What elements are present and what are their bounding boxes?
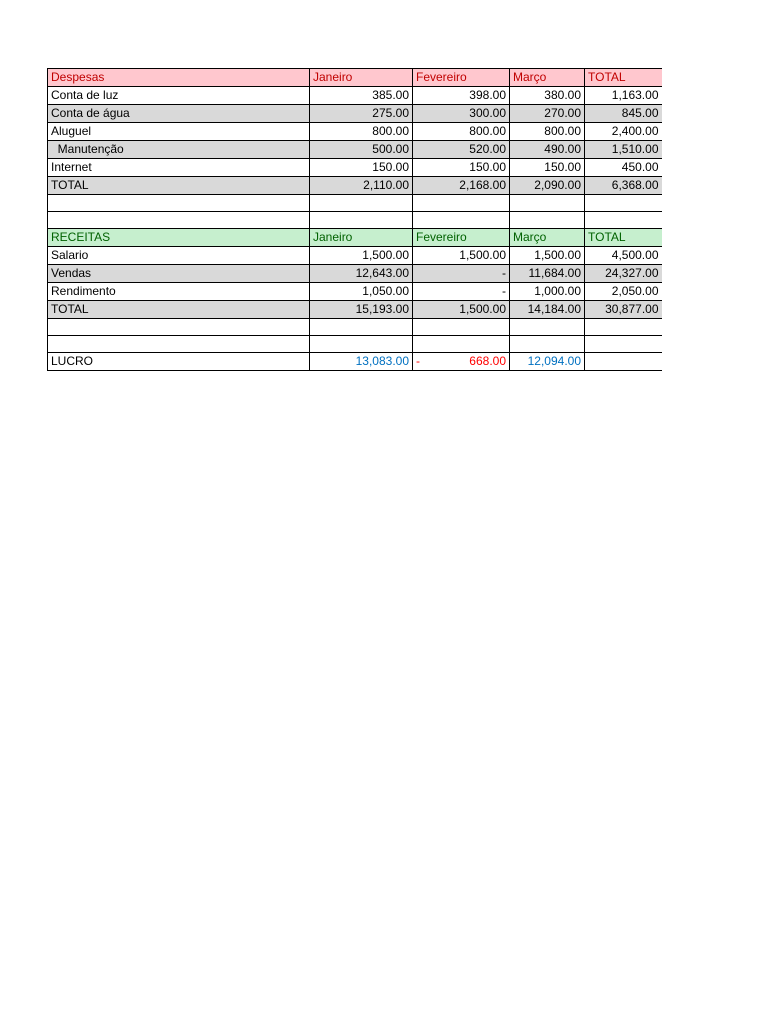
revenues-column-header[interactable]: Fevereiro <box>413 229 510 247</box>
empty-cell[interactable] <box>585 336 662 353</box>
total-value-cell[interactable]: 6,368.00 <box>585 177 662 195</box>
expenses-column-header[interactable]: Fevereiro <box>413 69 510 87</box>
empty-cell[interactable] <box>310 319 413 336</box>
empty-cell[interactable] <box>585 195 662 212</box>
profit-row <box>48 353 662 371</box>
expenses-row <box>48 141 662 159</box>
expenses-total-row <box>48 177 662 195</box>
value-cell[interactable]: 845.00 <box>585 105 662 123</box>
profit-label-cell[interactable]: LUCRO <box>48 353 310 371</box>
expenses-header-row <box>48 69 662 87</box>
empty-cell[interactable] <box>585 319 662 336</box>
value-cell[interactable]: 380.00 <box>510 87 585 105</box>
spacer-row <box>48 336 662 353</box>
row-label-cell[interactable]: Conta de luz <box>48 87 310 105</box>
value-cell[interactable]: 520.00 <box>413 141 510 159</box>
value-cell[interactable]: - <box>413 283 510 301</box>
total-label-cell[interactable]: TOTAL <box>48 301 310 319</box>
empty-cell[interactable] <box>585 212 662 229</box>
value-cell[interactable]: 800.00 <box>413 123 510 141</box>
total-label-cell[interactable]: TOTAL <box>48 177 310 195</box>
expenses-section-title[interactable]: Despesas <box>48 69 310 87</box>
profit-value-cell[interactable]: 13,083.00 <box>310 353 413 371</box>
expenses-column-header[interactable]: TOTAL <box>585 69 662 87</box>
value-cell[interactable]: - <box>413 265 510 283</box>
row-label-cell[interactable]: Salario <box>48 247 310 265</box>
value-cell[interactable]: 24,327.00 <box>585 265 662 283</box>
empty-cell[interactable] <box>510 212 585 229</box>
empty-cell[interactable] <box>413 212 510 229</box>
value-cell[interactable]: 1,050.00 <box>310 283 413 301</box>
value-cell[interactable]: 1,500.00 <box>310 247 413 265</box>
revenues-column-header[interactable]: TOTAL <box>585 229 662 247</box>
spacer-row <box>48 195 662 212</box>
value-cell[interactable]: 2,050.00 <box>585 283 662 301</box>
revenues-column-header[interactable]: Março <box>510 229 585 247</box>
revenues-row <box>48 265 662 283</box>
revenues-section-title[interactable]: RECEITAS <box>48 229 310 247</box>
revenues-total-row <box>48 301 662 319</box>
empty-cell[interactable] <box>48 319 310 336</box>
value-cell[interactable]: 1,163.00 <box>585 87 662 105</box>
revenues-row <box>48 283 662 301</box>
value-cell[interactable]: 150.00 <box>310 159 413 177</box>
expenses-row <box>48 159 662 177</box>
value-cell[interactable]: 1,000.00 <box>510 283 585 301</box>
value-cell[interactable]: 11,684.00 <box>510 265 585 283</box>
value-cell[interactable]: 2,400.00 <box>585 123 662 141</box>
value-cell[interactable]: 1,500.00 <box>413 247 510 265</box>
empty-cell[interactable] <box>510 195 585 212</box>
row-label-cell[interactable]: Vendas <box>48 265 310 283</box>
value-cell[interactable]: 490.00 <box>510 141 585 159</box>
total-value-cell[interactable]: 2,110.00 <box>310 177 413 195</box>
negative-sign: - <box>416 354 420 368</box>
revenues-header-row <box>48 229 662 247</box>
empty-cell[interactable] <box>48 336 310 353</box>
row-label-cell[interactable]: Internet <box>48 159 310 177</box>
empty-cell[interactable] <box>48 195 310 212</box>
sheet-body <box>48 69 662 371</box>
total-value-cell[interactable]: 15,193.00 <box>310 301 413 319</box>
row-label-cell[interactable]: Conta de água <box>48 105 310 123</box>
value-cell[interactable]: 150.00 <box>413 159 510 177</box>
row-label-cell[interactable]: Aluguel <box>48 123 310 141</box>
expenses-column-header[interactable]: Março <box>510 69 585 87</box>
value-cell[interactable]: 1,510.00 <box>585 141 662 159</box>
empty-cell[interactable] <box>48 212 310 229</box>
profit-value-cell[interactable] <box>413 353 510 371</box>
budget-sheet <box>47 68 662 371</box>
value-cell[interactable]: 1,500.00 <box>510 247 585 265</box>
empty-cell[interactable] <box>310 212 413 229</box>
empty-cell[interactable] <box>413 319 510 336</box>
profit-amount: 668.00 <box>469 354 506 368</box>
value-cell[interactable]: 385.00 <box>310 87 413 105</box>
empty-cell[interactable] <box>310 195 413 212</box>
profit-value-cell[interactable] <box>585 353 662 371</box>
value-cell[interactable]: 800.00 <box>310 123 413 141</box>
value-cell[interactable]: 450.00 <box>585 159 662 177</box>
row-label-cell[interactable]: Rendimento <box>48 283 310 301</box>
total-value-cell[interactable]: 30,877.00 <box>585 301 662 319</box>
empty-cell[interactable] <box>310 336 413 353</box>
empty-cell[interactable] <box>413 336 510 353</box>
total-value-cell[interactable]: 14,184.00 <box>510 301 585 319</box>
spacer-row <box>48 319 662 336</box>
value-cell[interactable]: 270.00 <box>510 105 585 123</box>
expenses-row <box>48 123 662 141</box>
empty-cell[interactable] <box>413 195 510 212</box>
empty-cell[interactable] <box>510 319 585 336</box>
revenues-row <box>48 247 662 265</box>
value-cell[interactable]: 500.00 <box>310 141 413 159</box>
expenses-column-header[interactable]: Janeiro <box>310 69 413 87</box>
value-cell[interactable]: 300.00 <box>413 105 510 123</box>
value-cell[interactable]: 398.00 <box>413 87 510 105</box>
revenues-column-header[interactable]: Janeiro <box>310 229 413 247</box>
expenses-row <box>48 105 662 123</box>
value-cell[interactable]: 4,500.00 <box>585 247 662 265</box>
value-cell[interactable]: 12,643.00 <box>310 265 413 283</box>
empty-cell[interactable] <box>510 336 585 353</box>
row-label-cell[interactable]: Manutenção <box>48 141 310 159</box>
total-value-cell[interactable]: 1,500.00 <box>413 301 510 319</box>
spacer-row <box>48 212 662 229</box>
value-cell[interactable]: 800.00 <box>510 123 585 141</box>
profit-value-cell[interactable]: 12,094.00 <box>510 353 585 371</box>
total-value-cell[interactable]: 2,168.00 <box>413 177 510 195</box>
value-cell[interactable]: 275.00 <box>310 105 413 123</box>
total-value-cell[interactable]: 2,090.00 <box>510 177 585 195</box>
value-cell[interactable]: 150.00 <box>510 159 585 177</box>
expenses-row <box>48 87 662 105</box>
